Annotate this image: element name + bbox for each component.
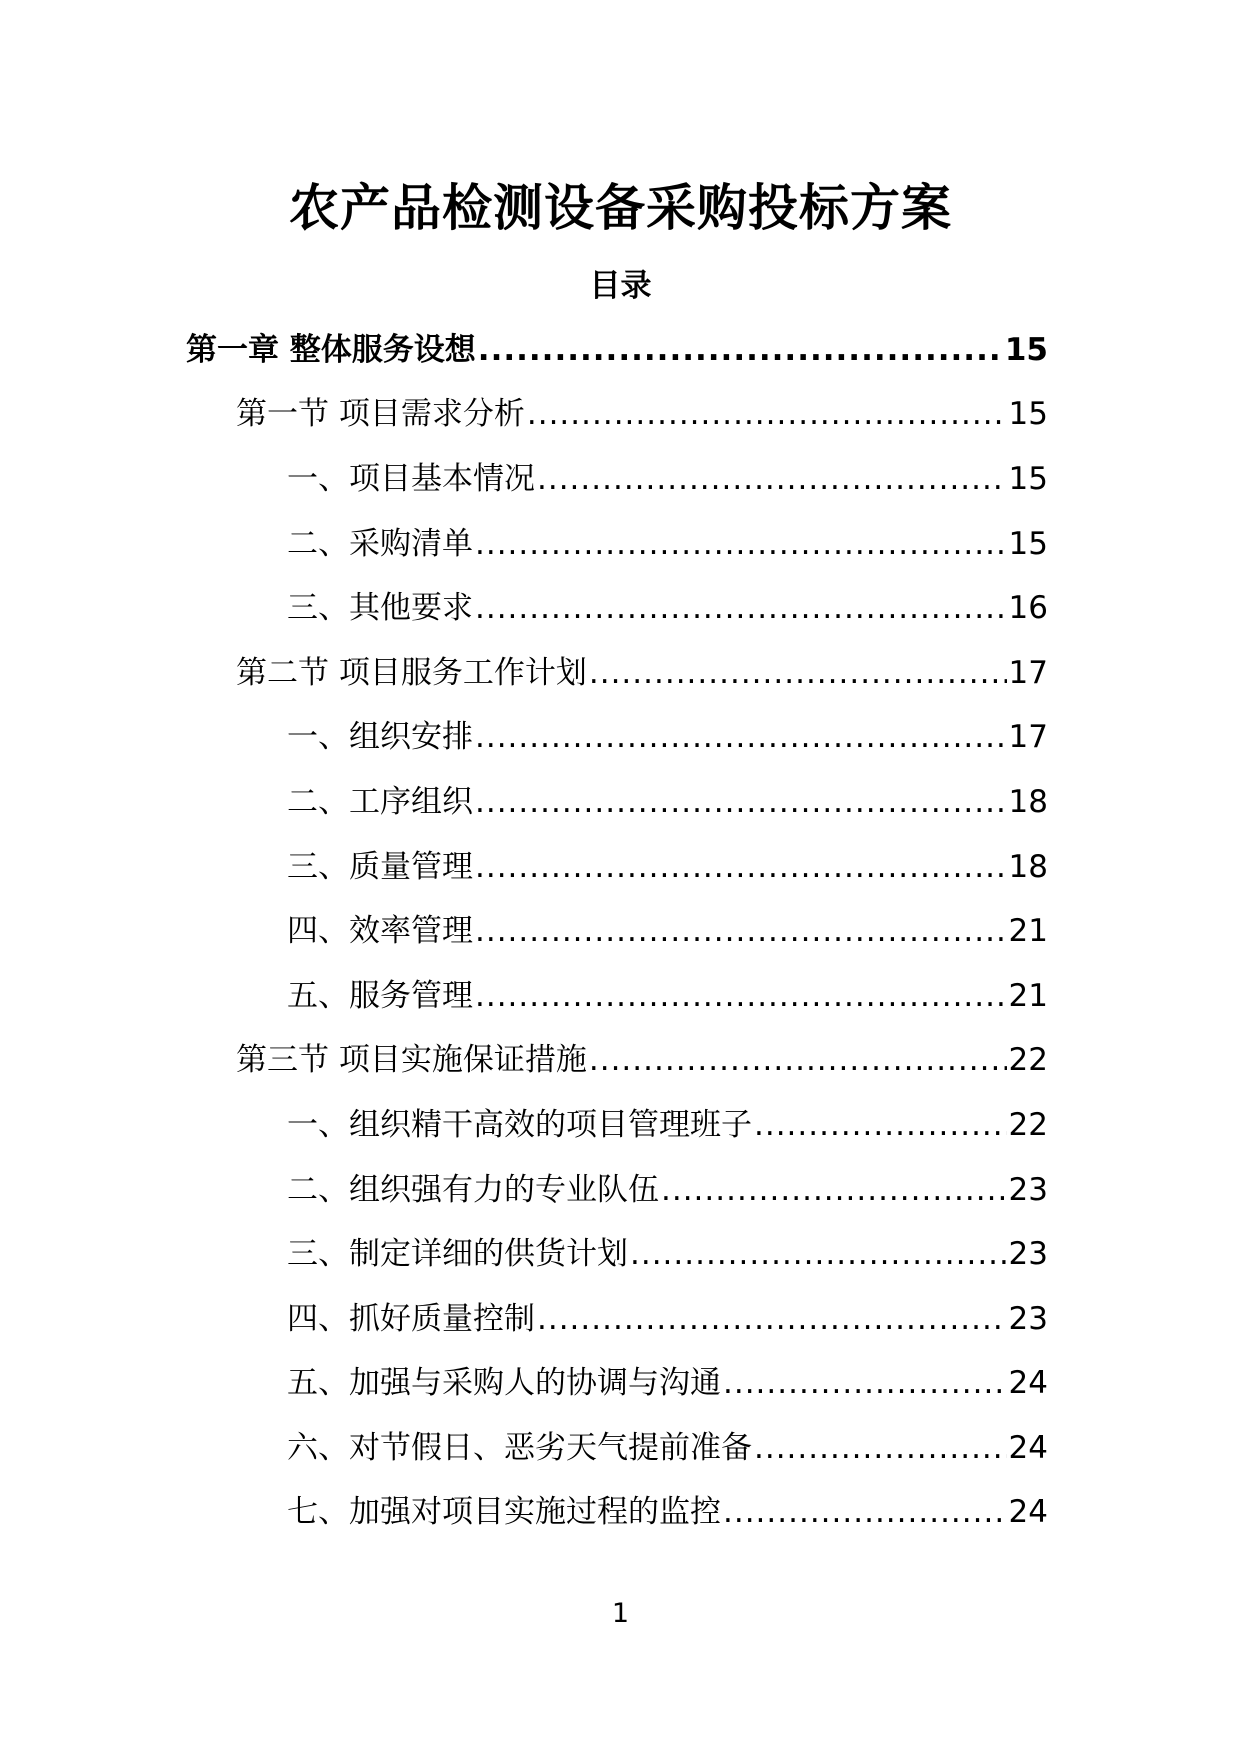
toc-entry-page: 24 bbox=[1008, 1365, 1048, 1401]
toc-dot-leader bbox=[723, 1361, 1007, 1405]
toc-dot-leader bbox=[478, 328, 1003, 372]
toc-dot-leader bbox=[475, 586, 1007, 630]
toc-entry-page: 24 bbox=[1008, 1494, 1048, 1530]
toc-entry-item[interactable] bbox=[287, 1103, 1048, 1147]
toc-entry-label: 四、抓好质量控制 bbox=[287, 1301, 535, 1337]
toc-dot-leader bbox=[475, 909, 1007, 953]
toc-entry-label: 第一节 项目需求分析 bbox=[236, 396, 525, 432]
toc-dot-leader bbox=[661, 1168, 1007, 1212]
toc-dot-leader bbox=[630, 1232, 1007, 1276]
toc-entry-item[interactable] bbox=[287, 522, 1048, 566]
toc-entry-page: 16 bbox=[1008, 590, 1048, 626]
toc-dot-leader bbox=[475, 780, 1007, 824]
toc-dot-leader bbox=[754, 1103, 1007, 1147]
toc-entry-label: 四、效率管理 bbox=[287, 913, 473, 949]
toc-entry-section-3[interactable] bbox=[236, 1038, 1048, 1082]
toc-entry-label: 二、组织强有力的专业队伍 bbox=[287, 1172, 659, 1208]
toc-dot-leader bbox=[589, 651, 1007, 695]
toc-entry-label: 一、项目基本情况 bbox=[287, 461, 535, 497]
toc-entry-page: 24 bbox=[1008, 1430, 1048, 1466]
toc-entry-item[interactable] bbox=[287, 1490, 1048, 1534]
toc-dot-leader bbox=[537, 1297, 1007, 1341]
toc-entry-label: 第三节 项目实施保证措施 bbox=[236, 1042, 587, 1078]
document-title: 农产品检测设备采购投标方案 bbox=[289, 179, 952, 237]
toc-dot-leader bbox=[537, 457, 1007, 501]
toc-heading: 目录 bbox=[589, 268, 652, 304]
toc-dot-leader bbox=[475, 522, 1007, 566]
toc-entry-label: 二、采购清单 bbox=[287, 526, 473, 562]
toc-entry-chapter-1[interactable] bbox=[186, 328, 1048, 372]
toc-entry-page: 21 bbox=[1008, 913, 1048, 949]
toc-entry-label: 七、加强对项目实施过程的监控 bbox=[287, 1494, 721, 1530]
toc-dot-leader bbox=[475, 974, 1007, 1018]
toc-entry-label: 五、加强与采购人的协调与沟通 bbox=[287, 1365, 721, 1401]
toc-entry-label: 一、组织精干高效的项目管理班子 bbox=[287, 1107, 752, 1143]
toc-entry-page: 22 bbox=[1008, 1107, 1048, 1143]
toc-entry-label: 第一章 整体服务设想 bbox=[186, 332, 476, 368]
toc-entry-page: 23 bbox=[1008, 1236, 1048, 1272]
toc-entry-page: 18 bbox=[1008, 784, 1048, 820]
toc-entry-item[interactable] bbox=[287, 715, 1048, 759]
toc-entry-label: 三、其他要求 bbox=[287, 590, 473, 626]
toc-entry-page: 23 bbox=[1008, 1172, 1048, 1208]
toc-entry-item[interactable] bbox=[287, 780, 1048, 824]
toc-entry-label: 二、工序组织 bbox=[287, 784, 473, 820]
toc-entry-label: 三、质量管理 bbox=[287, 849, 473, 885]
toc-entry-page: 15 bbox=[1008, 461, 1048, 497]
toc-entry-item[interactable] bbox=[287, 845, 1048, 889]
toc-entry-page: 15 bbox=[1008, 526, 1048, 562]
toc-entry-section-2[interactable] bbox=[236, 651, 1048, 695]
toc-dot-leader bbox=[589, 1038, 1007, 1082]
toc-entry-item[interactable] bbox=[287, 457, 1048, 501]
toc-dot-leader bbox=[754, 1426, 1007, 1470]
toc-entry-item[interactable] bbox=[287, 1426, 1048, 1470]
toc-entry-page: 15 bbox=[1004, 332, 1048, 368]
toc-entry-page: 15 bbox=[1008, 396, 1048, 432]
toc-entry-page: 22 bbox=[1008, 1042, 1048, 1078]
toc-entry-label: 一、组织安排 bbox=[287, 719, 473, 755]
toc-dot-leader bbox=[475, 715, 1007, 759]
toc-entry-page: 17 bbox=[1008, 719, 1048, 755]
page-number: 1 bbox=[611, 1598, 630, 1629]
toc-entry-item[interactable] bbox=[287, 1232, 1048, 1276]
toc-entry-page: 18 bbox=[1008, 849, 1048, 885]
toc-entry-item[interactable] bbox=[287, 909, 1048, 953]
toc-entry-item[interactable] bbox=[287, 1168, 1048, 1212]
toc-entry-label: 第二节 项目服务工作计划 bbox=[236, 655, 587, 691]
toc-entry-label: 五、服务管理 bbox=[287, 978, 473, 1014]
toc-entry-label: 六、对节假日、恶劣天气提前准备 bbox=[287, 1430, 752, 1466]
toc-dot-leader bbox=[723, 1490, 1007, 1534]
toc-entry-item[interactable] bbox=[287, 586, 1048, 630]
toc-entry-page: 21 bbox=[1008, 978, 1048, 1014]
toc-entry-item[interactable] bbox=[287, 974, 1048, 1018]
toc-entry-section-1[interactable] bbox=[236, 392, 1048, 436]
toc-dot-leader bbox=[527, 392, 1007, 436]
toc-entry-item[interactable] bbox=[287, 1297, 1048, 1341]
toc-entry-label: 三、制定详细的供货计划 bbox=[287, 1236, 628, 1272]
toc-entry-item[interactable] bbox=[287, 1361, 1048, 1405]
toc-dot-leader bbox=[475, 845, 1007, 889]
toc-entry-page: 23 bbox=[1008, 1301, 1048, 1337]
toc-entry-page: 17 bbox=[1008, 655, 1048, 691]
